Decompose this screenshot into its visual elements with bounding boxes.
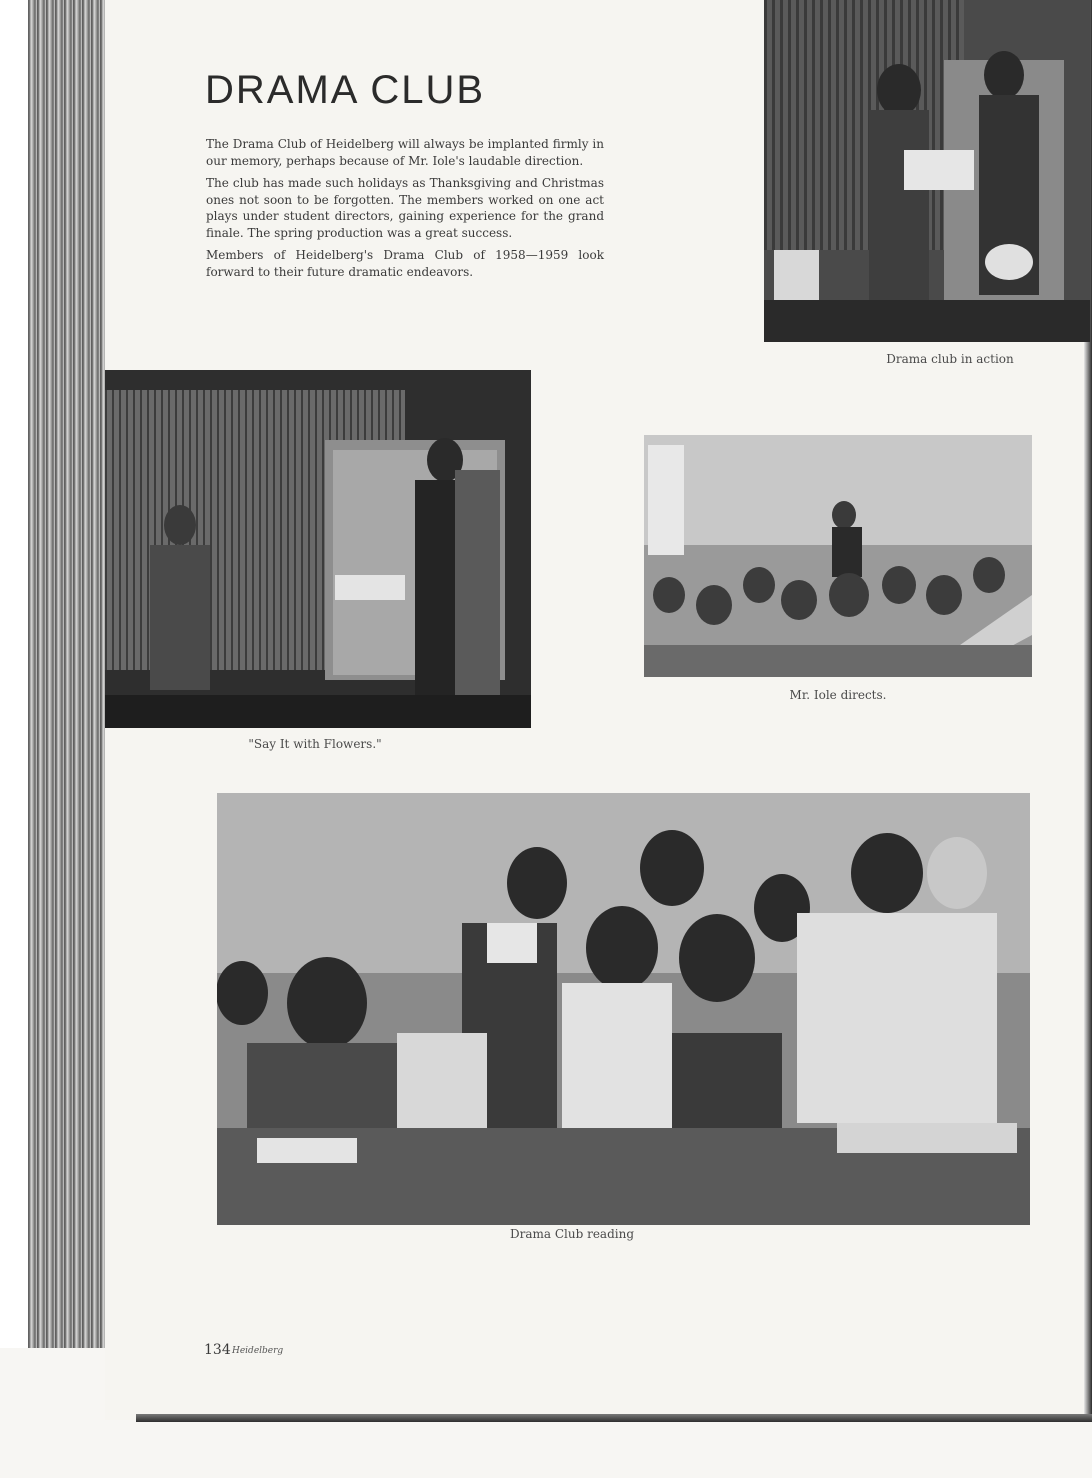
photo-drama-club-reading (217, 793, 1030, 1225)
caption-mr-iole-directs: Mr. Iole directs. (789, 688, 887, 702)
caption-drama-club-reading: Drama Club reading (509, 1227, 635, 1241)
paragraph-2: The club has made such holidays as Thanksgiving and Christmas ones not soon to be forgotten. The members worked on one act plays under student directors, gaining experience for the grand finale. The spring production was a great success. (206, 176, 604, 240)
caption-drama-club-in-action: Drama club in action (886, 352, 1014, 366)
page-title: DRAMA CLUB (205, 68, 486, 112)
binding-margin (0, 0, 30, 1348)
book-binding-edge (28, 0, 108, 1348)
caption-say-it-with-flowers: "Say It with Flowers." (248, 737, 382, 751)
page-number: 134 (204, 1342, 231, 1358)
photo-mr-iole-directs (644, 435, 1032, 677)
photo-drama-club-in-action (764, 0, 1090, 342)
page-bottom-edge (136, 1414, 1092, 1422)
book-name: Heidelberg (232, 1346, 284, 1356)
paragraph-1: The Drama Club of Heidelberg will always be implanted firmly in our memory, perhaps because of Mr. Iole's laudable direction. (206, 137, 604, 168)
article-body (206, 136, 604, 286)
paragraph-3: Members of Heidelberg's Drama Club of 1958—1959 look forward to their future dramatic endeavors. (206, 248, 604, 279)
photo-say-it-with-flowers (105, 370, 531, 728)
